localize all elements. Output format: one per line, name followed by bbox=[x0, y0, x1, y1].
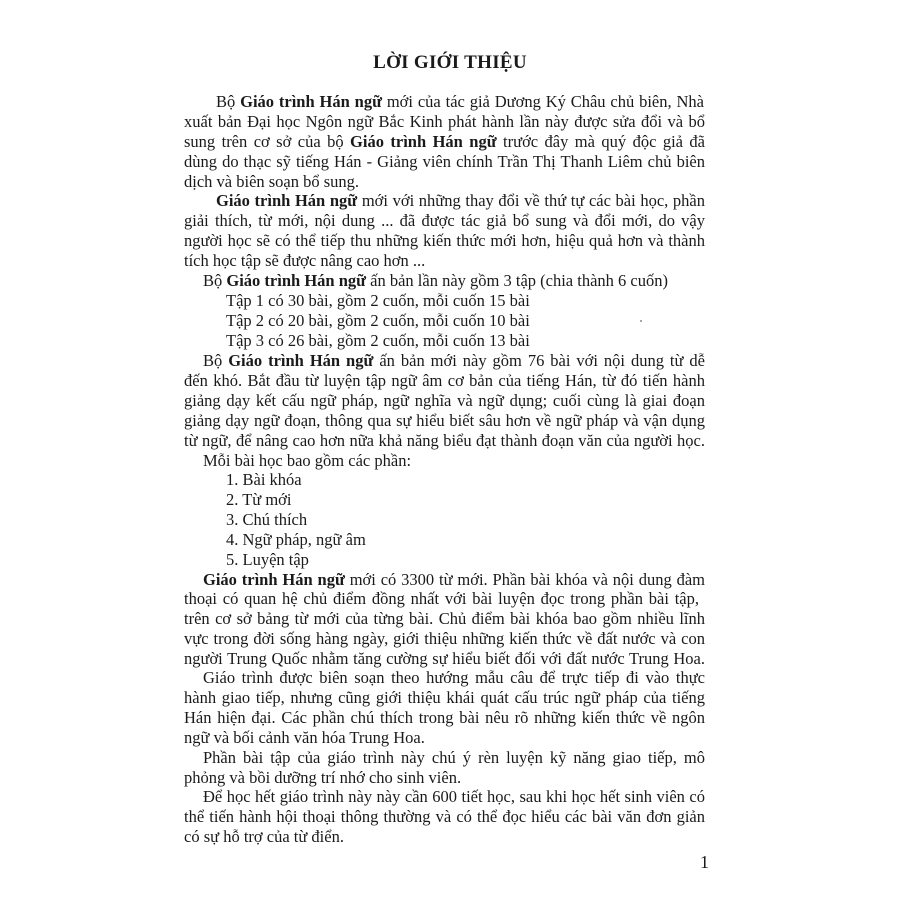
paragraph-4-line-5: từ ngữ, để nâng cao hơn nữa khả năng biểu đạt thành đoạn văn của người học. bbox=[184, 431, 705, 450]
paragraph-6-line-4: vực trong đời sống hàng ngày, giới thiệu những kiến thức về đất nước và con bbox=[184, 629, 705, 648]
volume-item: Tập 2 có 20 bài, gồm 2 cuốn, mỗi cuốn 10 bài bbox=[226, 311, 530, 330]
list-item: 4. Ngữ pháp, ngữ âm bbox=[226, 530, 366, 549]
page-title: LỜI GIỚI THIỆU bbox=[373, 52, 527, 73]
book-title-bold: Giáo trình Hán ngữ bbox=[240, 92, 382, 111]
paragraph-2-line-2: giải thích, từ mới, nội dung ... đã được tác giả bổ sung và đổi mới, do vậy bbox=[184, 211, 705, 230]
paragraph-7-line-4: ngữ và bối cảnh văn hóa Trung Hoa. bbox=[184, 728, 425, 747]
paragraph-1-line-4: dùng do thạc sỹ tiếng Hán - Giảng viên chính Trần Thị Thanh Liêm chủ biên bbox=[184, 152, 705, 171]
volume-item: Tập 1 có 30 bài, gồm 2 cuốn, mỗi cuốn 15 bài bbox=[226, 291, 530, 310]
paragraph-8-line-2: phỏng và bồi dưỡng trí nhớ cho sinh viên. bbox=[184, 768, 462, 787]
paragraph-4-line-1: Bộ Giáo trình Hán ngữ ấn bản mới này gồm 76 bài với nội dung từ dễ bbox=[203, 351, 705, 370]
paragraph-2-line-1: Giáo trình Hán ngữ mới với những thay đổi về thứ tự các bài học, phần bbox=[216, 191, 706, 210]
list-item: 3. Chú thích bbox=[226, 510, 308, 529]
paragraph-1-line-1: Bộ Giáo trình Hán ngữ mới của tác giả Dương Ký Châu chủ biên, Nhà bbox=[216, 92, 704, 111]
paragraph-9-line-1: Để học hết giáo trình này này cần 600 tiết học, sau khi học hết sinh viên có bbox=[203, 787, 705, 806]
paragraph-3-line-1: Bộ Giáo trình Hán ngữ ấn bản lần này gồm 3 tập (chia thành 6 cuốn) bbox=[203, 271, 668, 290]
paragraph-6-line-1: Giáo trình Hán ngữ mới có 3300 từ mới. Phần bài khóa và nội dung đàm bbox=[203, 570, 706, 589]
list-item: 2. Từ mới bbox=[226, 490, 292, 509]
book-title-bold: Giáo trình Hán ngữ bbox=[216, 191, 358, 210]
lesson-parts-intro: Mỗi bài học bao gồm các phần: bbox=[203, 451, 412, 470]
paragraph-7-line-2: hành giao tiếp, nhưng cũng giới thiệu khái quát cấu trúc ngữ pháp của tiếng bbox=[184, 688, 705, 707]
paragraph-6-line-3: trên cơ sở bảng từ mới của từng bài. Chủ điểm bài khóa bao gồm nhiều lĩnh bbox=[184, 609, 705, 628]
paragraph-6-line-5: người Trung Quốc nhằm tăng cường sự hiểu biết đối với đất nước Trung Hoa. bbox=[184, 649, 705, 668]
paragraph-4-line-2: đến khó. Bắt đầu từ luyện tập ngữ âm cơ bản của tiếng Hán, từ đó tiến hành bbox=[184, 371, 705, 390]
book-title-bold: Giáo trình Hán ngữ bbox=[228, 351, 374, 370]
paragraph-2-line-3: người học sẽ có thể tiếp thu những kiến thức mới hơn, hiệu quả hơn và thành bbox=[184, 231, 705, 250]
book-title-bold: Giáo trình Hán ngữ bbox=[350, 132, 497, 151]
book-title-bold: Giáo trình Hán ngữ bbox=[226, 271, 367, 290]
paragraph-1-line-5: dịch và biên soạn bổ sung. bbox=[184, 172, 360, 191]
paragraph-9-line-2: thể tiến hành hội thoại thông thường và có thể đọc hiểu các bài văn đơn giản bbox=[184, 807, 705, 826]
scan-speck bbox=[640, 320, 642, 322]
paragraph-4-line-3: giảng dạy kết cấu ngữ pháp, ngữ nghĩa và ngữ dụng; cuối cùng là giai đoạn bbox=[184, 391, 705, 410]
paragraph-7-line-1: Giáo trình được biên soạn theo hướng mẫu câu để trực tiếp đi vào thực bbox=[203, 668, 705, 687]
paragraph-6-line-2: thoại có quan hệ chủ điểm đồng nhất với bài luyện đọc trong phần bài tập, bbox=[184, 589, 699, 608]
paragraph-1-line-2: xuất bản Đại học Ngôn ngữ Bắc Kinh phát hành lần này được sửa đổi và bổ bbox=[184, 112, 705, 131]
paragraph-4-line-4: giảng dạy ngữ đoạn, thông qua sự hiểu biết sâu hơn về ngữ pháp và vận dụng bbox=[184, 411, 705, 430]
list-item: 5. Luyện tập bbox=[226, 550, 309, 569]
book-title-bold: Giáo trình Hán ngữ bbox=[203, 570, 345, 589]
paragraph-7-line-3: Hán hiện đại. Các phần chú thích trong bài nêu rõ những kiến thức về ngôn bbox=[184, 708, 705, 727]
paragraph-9-line-3: có sự hỗ trợ của từ điển. bbox=[184, 827, 344, 846]
volume-item: Tập 3 có 26 bài, gồm 2 cuốn, mỗi cuốn 13 bài bbox=[226, 331, 530, 350]
paragraph-2-line-4: tích học tập sẽ được nâng cao hơn ... bbox=[184, 251, 426, 270]
paragraph-8-line-1: Phần bài tập của giáo trình này chú ý rèn luyện kỹ năng giao tiếp, mô bbox=[203, 748, 705, 767]
page-number: 1 bbox=[700, 852, 709, 872]
paragraph-1-line-3: sung trên cơ sở của bộ Giáo trình Hán ngữ trước đây mà quý độc giả đã bbox=[184, 132, 706, 151]
list-item: 1. Bài khóa bbox=[226, 470, 302, 489]
